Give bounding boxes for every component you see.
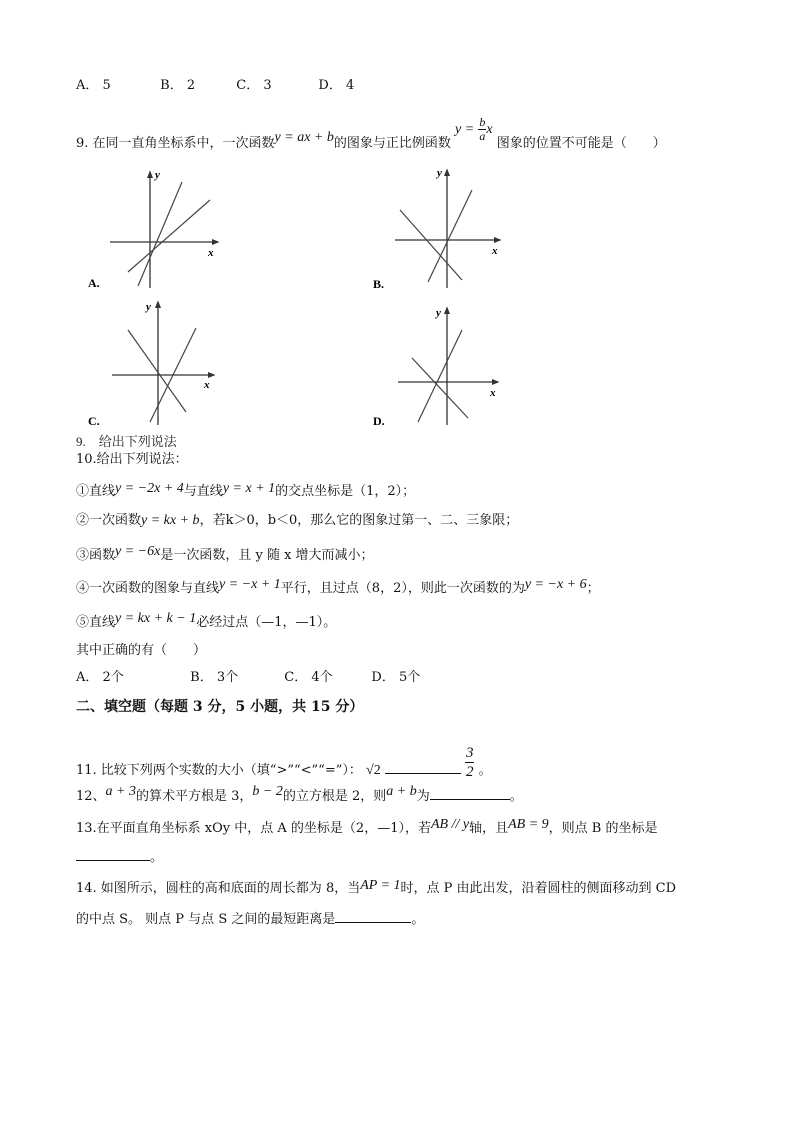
q10-s2-formula: y = kx + b xyxy=(141,513,200,528)
question-9 xyxy=(76,115,666,157)
graph-c-y-label: y xyxy=(146,301,151,313)
q12-formula-1: a + 3 xyxy=(105,784,136,799)
q11-fraction xyxy=(465,744,475,781)
graph-b-x-label: x xyxy=(492,245,498,257)
q10-choice-a: A． 2个 xyxy=(76,670,124,685)
q10-s1-text-c: 的交点坐标是（1，2）； xyxy=(275,484,416,499)
q13-text-c: ，则点 B 的坐标是 xyxy=(548,821,658,836)
q13-end: 。 xyxy=(150,850,164,865)
q10-s5-formula: y = kx + k − 1 xyxy=(115,611,197,626)
q9-mid: 的图象与正比例函数 xyxy=(333,136,451,151)
q11-end: 。 xyxy=(478,763,492,778)
q10-statement-2 xyxy=(76,512,518,530)
q13-text-b: 轴，且 xyxy=(469,821,509,836)
q10-statement-5 xyxy=(76,611,337,632)
q10-statement-1 xyxy=(76,483,415,501)
q10-s4-text-b: 平行，且过点（8，2），则此一次函数的为 xyxy=(280,581,525,596)
q10-choice-d: D． 5个 xyxy=(371,670,421,685)
q9-func2-var: x xyxy=(486,122,493,137)
q12-end: 。 xyxy=(509,789,523,804)
q14-answer-blank[interactable] xyxy=(335,910,411,923)
q8-choices xyxy=(76,77,354,95)
choice-a: A． 5 xyxy=(76,78,111,93)
q11-frac-den: 2 xyxy=(465,764,474,780)
graph-c-x-label: x xyxy=(204,379,210,391)
q9-func2 xyxy=(455,116,493,143)
q12-text-a: 12、 xyxy=(76,789,106,804)
q12-text-b: 的算术平方根是 3， xyxy=(136,789,253,804)
question-13 xyxy=(76,817,658,838)
q9-cutoff-text: 9. 给出下列说法 xyxy=(76,434,177,449)
q10-choice-c: C． 4个 xyxy=(284,670,333,685)
q14-text-b: 时，点 P 由此出发，沿着圆柱的侧面移动到 CD xyxy=(400,881,677,896)
q10-choice-b: B． 3个 xyxy=(190,670,239,685)
graph-d-x-label: x xyxy=(490,387,496,399)
q10-s5-text-b: 必经过点（—1，—1）。 xyxy=(196,615,337,630)
graph-d xyxy=(373,307,498,428)
q14-text-a: 14. 如图所示，圆柱的高和底面的周长都为 8，当 xyxy=(76,881,361,896)
q14-line2-text: 的中点 S。 则点 P 与点 S 之间的最短距离是 xyxy=(76,912,336,927)
q13-text-a: 13.在平面直角坐标系 xOy 中，点 A 的坐标是（2，—1），若 xyxy=(76,821,431,836)
q10-s1-text-b: 与直线 xyxy=(183,484,223,499)
graph-b-y-label: y xyxy=(437,167,442,179)
graph-b-label: B. xyxy=(373,277,385,291)
q12-formula-3: a + b xyxy=(386,784,417,799)
q12-text-d: 为 xyxy=(416,789,430,804)
choice-b: B． 2 xyxy=(160,78,196,93)
question-14-line-2 xyxy=(76,910,424,929)
q13-answer-blank[interactable] xyxy=(76,848,150,861)
q10-s4-text-a: ④一次函数的图象与直线 xyxy=(76,581,220,596)
q14-formula: AP = 1 xyxy=(360,878,401,893)
q10-s5-text-a: ⑤直线 xyxy=(76,615,116,630)
q10-s1-text-a: ①直线 xyxy=(76,484,116,499)
q9-prefix: 9. 在同一直角坐标系中，一次函数 xyxy=(76,136,275,151)
q10-statement-4 xyxy=(76,577,600,598)
graph-b xyxy=(373,167,500,291)
q9-func2-num: b xyxy=(479,115,486,129)
q10-s4-formula-1: y = −x + 1 xyxy=(219,577,281,592)
q10-s4-formula-2: y = −x + 6 xyxy=(524,577,587,592)
graph-a xyxy=(88,169,218,290)
q10-s3-text-a: ③函数 xyxy=(76,548,116,563)
q10-s3-text-b: 是一次函数，且 y 随 x 增大而减小； xyxy=(160,548,374,563)
q10-s4-text-c: ； xyxy=(586,581,600,596)
q13-formula-2: AB = 9 xyxy=(508,817,549,832)
q10-s3-formula: y = −6x xyxy=(115,544,161,559)
q10-s1-formula-2: y = x + 1 xyxy=(222,481,276,496)
q11-sqrt: √2 xyxy=(366,763,381,778)
graph-a-label: A. xyxy=(88,276,100,290)
question-11 xyxy=(76,745,492,789)
q11-frac-num: 3 xyxy=(465,745,474,761)
graph-c xyxy=(88,301,214,428)
question-14 xyxy=(76,880,676,898)
choice-c: C． 3 xyxy=(236,78,272,93)
q12-text-c: 的立方根是 2，则 xyxy=(282,789,387,804)
q13-formula-1: AB // y xyxy=(430,817,470,832)
q11-prefix: 11. 比较下列两个实数的大小（填“>”“<”“=”）： xyxy=(76,763,362,778)
q10-choices xyxy=(76,669,420,687)
graph-a-y-label: y xyxy=(155,169,160,181)
graph-c-label: C. xyxy=(88,414,100,428)
q12-formula-2: b − 2 xyxy=(252,784,283,799)
graph-a-x-label: x xyxy=(208,247,214,259)
section-2-heading: 二、填空题（每题 3 分，5 小题，共 15 分） xyxy=(76,699,364,715)
q9-func2-den: a xyxy=(479,129,486,143)
q10-s1-formula-1: y = −2x + 4 xyxy=(115,481,184,496)
q10-s2-text-a: ②一次函数 xyxy=(76,513,142,528)
q10-statement-3 xyxy=(76,544,374,565)
question-13-line-2 xyxy=(76,848,163,867)
q9-func2-lhs: y = xyxy=(455,122,475,137)
q10-title: 10.给出下列说法： xyxy=(76,452,188,467)
graph-d-label: D. xyxy=(373,414,385,428)
q10-question: 其中正确的有（ ） xyxy=(76,643,207,658)
q9-func1: y = ax + b xyxy=(274,130,334,145)
q12-answer-blank[interactable] xyxy=(430,787,510,800)
q14-end: 。 xyxy=(411,912,425,927)
q9-suffix: 图象的位置不可能是（ ） xyxy=(496,136,666,151)
q9-graphs xyxy=(0,160,794,449)
choice-d: D． 4 xyxy=(318,78,355,93)
q10-s2-text-b: ，若k＞0，b＜0，那么它的图象过第一、二、三象限； xyxy=(199,513,519,528)
question-12 xyxy=(76,784,523,806)
graph-d-y-label: y xyxy=(436,307,441,319)
q11-answer-blank[interactable] xyxy=(385,761,461,774)
